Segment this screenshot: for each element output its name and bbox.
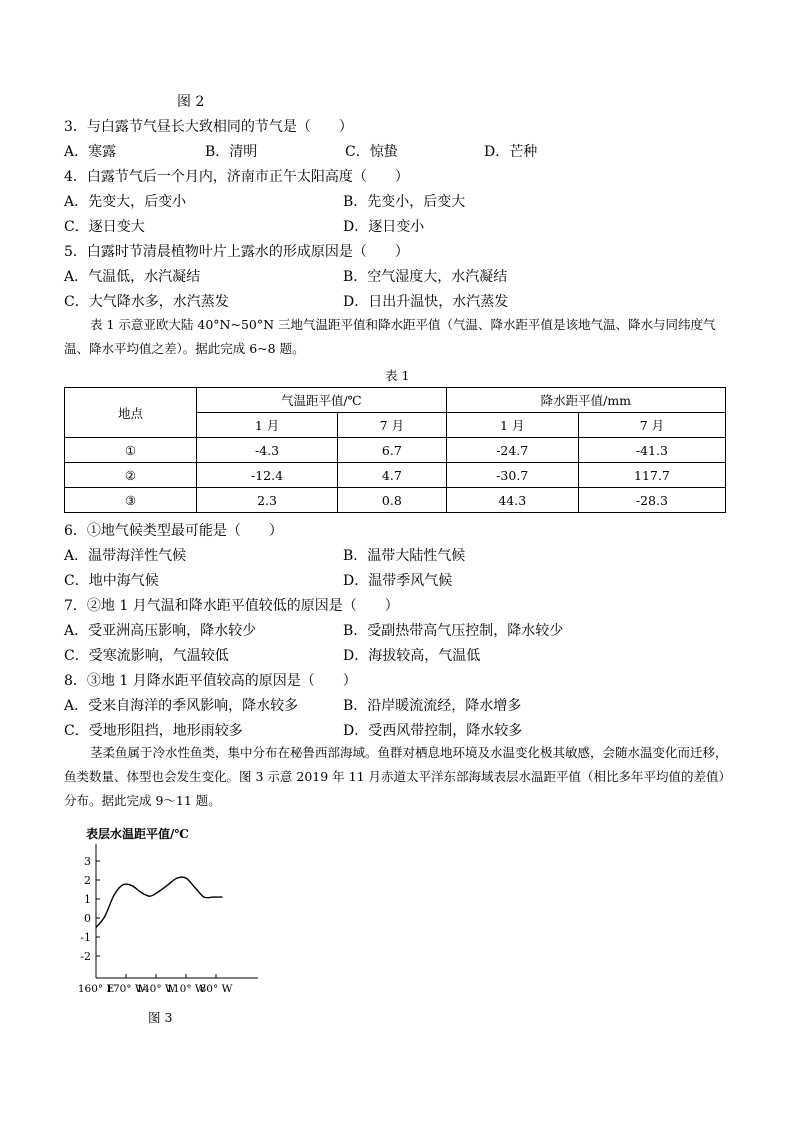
x-tick-label: 170° W [106, 983, 146, 994]
table-1 [64, 387, 726, 513]
x-tick-label: 160° E [77, 983, 115, 994]
value-cell: 2.3 [197, 488, 338, 513]
q6-option-a: A．温带海洋性气候 [64, 548, 187, 564]
y-tick-label: -2 [80, 950, 91, 963]
figure-3-caption: 图 3 [148, 1010, 173, 1025]
header-month: 1 月 [446, 413, 578, 438]
q4-option-d: D．逐日变小 [343, 219, 425, 235]
x-tick-label: 140° W [136, 983, 176, 994]
y-tick-label: 1 [84, 893, 91, 906]
table-row [65, 438, 726, 463]
sst-anomaly-point [122, 884, 123, 885]
table-row [65, 463, 726, 488]
place-cell: ③ [65, 488, 197, 513]
q5-option-d: D．日出升温快，水汽蒸发 [343, 294, 509, 310]
sst-anomaly-point [95, 927, 96, 928]
header-month: 7 月 [578, 413, 725, 438]
q7-option-a: A．受亚洲高压影响，降水较少 [64, 623, 257, 639]
q7-option-b: B．受副热带高气压控制，降水较少 [343, 623, 564, 639]
value-cell: 117.7 [578, 463, 725, 488]
question-8-stem: 8．③地 1 月降水距平值较高的原因是（ ） [64, 673, 357, 689]
q3-option-c: C．惊蛰 [345, 144, 398, 160]
x-tick-label: 80° W [199, 983, 233, 994]
sst-anomaly-point [149, 896, 150, 897]
q4-option-c: C．逐日变大 [64, 219, 145, 235]
q3-option-b: B．清明 [205, 144, 258, 160]
q8-option-b: B．沿岸暖流流经，降水增多 [343, 698, 522, 714]
q8-option-d: D．受西风带控制，降水较多 [343, 723, 523, 739]
value-cell: 44.3 [446, 488, 578, 513]
table-row [65, 488, 726, 513]
x-tick-label: 110° W [166, 983, 206, 994]
sst-anomaly-point [140, 892, 141, 893]
header-month: 1 月 [197, 413, 338, 438]
header-precipitation-anomaly: 降水距平值/mm [446, 388, 725, 413]
question-3-stem: 3．与白露节气昼长大致相同的节气是（ ） [64, 119, 353, 135]
sst-anomaly-point [185, 878, 186, 879]
sst-anomaly-point [203, 897, 204, 898]
q5-option-a: A．气温低，水汽凝结 [64, 269, 201, 285]
place-cell: ② [65, 463, 197, 488]
q6-option-b: B．温带大陆性气候 [343, 548, 466, 564]
q4-option-a: A．先变大，后变小 [64, 194, 187, 210]
sst-anomaly-line [96, 877, 222, 927]
value-cell: -24.7 [446, 438, 578, 463]
figure-2-caption: 图 2 [177, 94, 205, 110]
question-5-stem: 5．白露时节清晨植物叶片上露水的形成原因是（ ） [64, 244, 409, 260]
sst-anomaly-point [113, 895, 114, 896]
q5-option-b: B．空气湿度大，水汽凝结 [343, 269, 508, 285]
question-7-stem: 7．②地 1 月气温和降水距平值较低的原因是（ ） [64, 598, 399, 614]
header-month: 7 月 [338, 413, 447, 438]
q7-option-c: C．受寒流影响，气温较低 [64, 648, 229, 664]
q6-option-c: C．地中海气候 [64, 573, 159, 589]
sst-anomaly-point [212, 897, 213, 898]
sst-anomaly-point [167, 884, 168, 885]
sst-anomaly-point [131, 885, 132, 886]
intro-table-1: 表 1 示意亚欧大陆 40°N~50°N 三地气温距平值和降水距平值（气温、降水距平值是该地气温、降水与同纬度气温、降水平均值之差）。据此完成 6~8 题。 [64, 317, 716, 356]
q8-option-c: C．受地形阻挡，地形雨较多 [64, 723, 243, 739]
value-cell: -4.3 [197, 438, 338, 463]
y-tick-label: 3 [84, 855, 91, 868]
q3-option-d: D．芒种 [484, 144, 538, 160]
table-1-caption: 表 1 [385, 368, 410, 383]
q7-option-d: D．海拔较高，气温低 [343, 648, 481, 664]
sst-anomaly-point [104, 916, 105, 917]
q8-option-a: A．受来自海洋的季风影响，降水较多 [64, 698, 299, 714]
value-cell: -28.3 [578, 488, 725, 513]
question-4-stem: 4．白露节气后一个月内，济南市正午太阳高度（ ） [64, 169, 409, 185]
place-cell: ① [65, 438, 197, 463]
y-tick-label: -1 [80, 931, 91, 944]
sst-anomaly-point [194, 887, 195, 888]
sst-anomaly-point [176, 878, 177, 879]
sst-anomaly-point [221, 897, 222, 898]
chart-y-axis-label: 表层水温距平值/℃ [86, 827, 189, 841]
value-cell: 4.7 [338, 463, 447, 488]
y-tick-label: 2 [84, 874, 91, 887]
value-cell: 6.7 [338, 438, 447, 463]
value-cell: -41.3 [578, 438, 725, 463]
question-6-stem: 6．①地气候类型最可能是（ ） [64, 523, 283, 539]
value-cell: -12.4 [197, 463, 338, 488]
header-temperature-anomaly: 气温距平值/℃ [197, 388, 447, 413]
sst-anomaly-point [158, 891, 159, 892]
y-tick-label: 0 [84, 912, 91, 925]
q6-option-d: D．温带季风气候 [343, 573, 453, 589]
intro-figure-3: 茎柔鱼属于冷水性鱼类，集中分布在秘鲁西部海域。鱼群对栖息地环境及水温变化极其敏感，会随水温变化而迁移，鱼类数量、体型也会发生变化。图 3 示意 2019 年 11 月赤道太平洋东部海域表层水温距平值（相比多年平均值的差值）分布。据此完成 9～11 题。 [64, 745, 728, 808]
header-place: 地点 [65, 388, 197, 438]
q5-option-c: C．大气降水多，水汽蒸发 [64, 294, 229, 310]
value-cell: 0.8 [338, 488, 447, 513]
q4-option-b: B．先变小，后变大 [343, 194, 466, 210]
q3-option-a: A．寒露 [64, 144, 117, 160]
figure-3-chart [60, 822, 270, 994]
value-cell: -30.7 [446, 463, 578, 488]
